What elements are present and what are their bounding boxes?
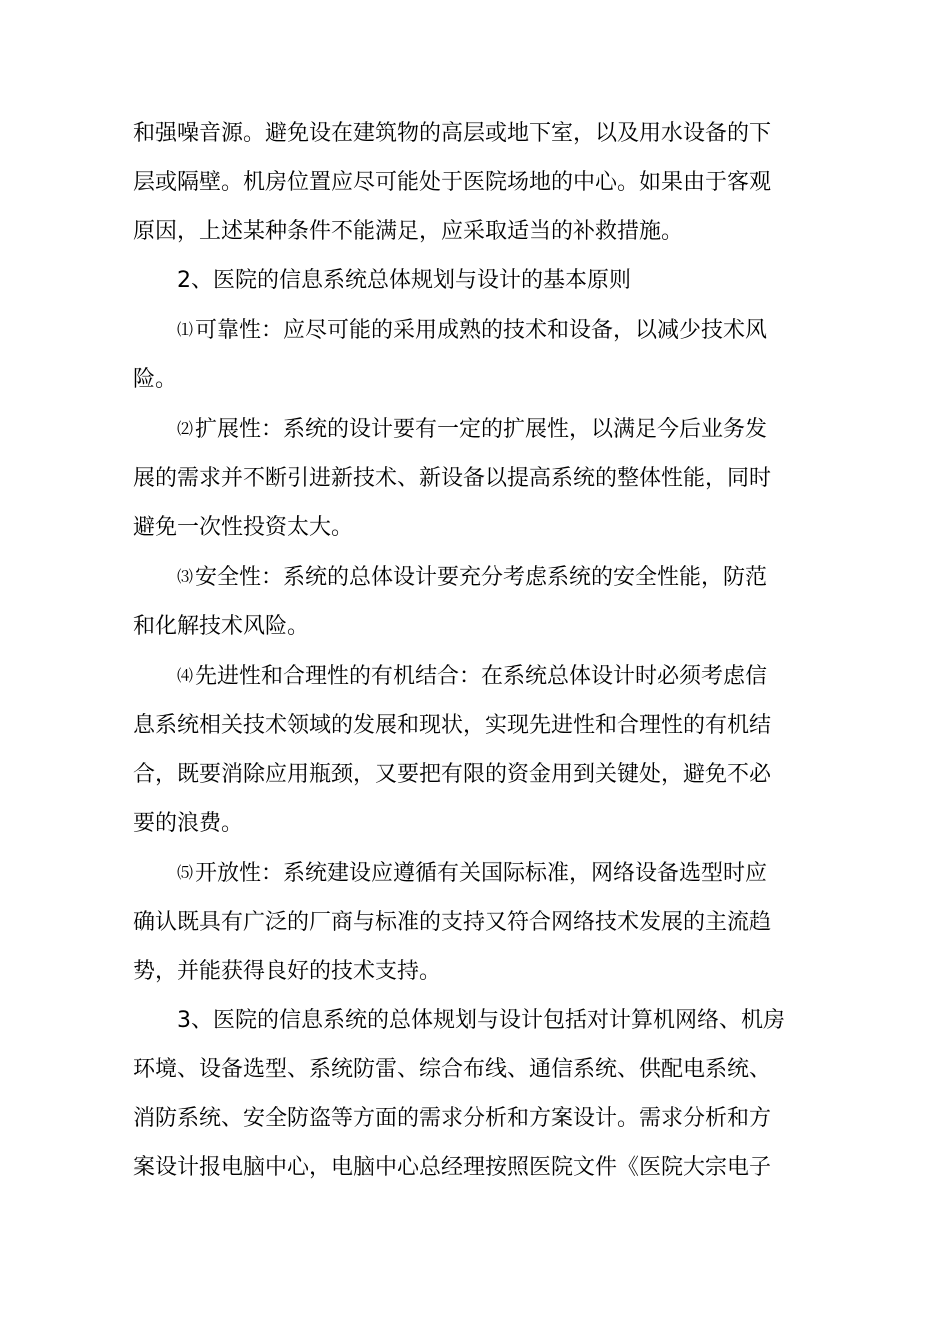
list-item-security	[133, 552, 833, 602]
text-line: 原因，上述某种条件不能满足，应采取适当的补救措施。	[133, 219, 684, 244]
text-line: 层或隔壁。机房位置应尽可能处于医院场地的中心。如果由于客观	[133, 170, 772, 195]
text-line: 环境、设备选型、系统防雷、综合布线、通信系统、供配电系统、	[133, 1057, 772, 1082]
item-marker: ⑷	[177, 666, 194, 685]
text-line: 和强噪音源。避免设在建筑物的高层或地下室，以及用水设备的下	[133, 121, 772, 146]
item-text: 可靠性：应尽可能的采用成熟的技术和设备，以减少技术风	[195, 318, 768, 343]
text-line: 要的浪费。	[133, 811, 244, 836]
item-text: 安全性：系统的总体设计要充分考虑系统的安全性能，防范	[195, 565, 768, 590]
text-line: 消防系统、安全防盗等方面的需求分析和方案设计。需求分析和方	[133, 1106, 772, 1131]
text-line: 案设计报电脑中心，电脑中心总经理按照医院文件《医院大宗电子	[133, 1155, 772, 1180]
item-marker: ⑸	[177, 863, 194, 882]
text-line: 势，并能获得良好的技术支持。	[133, 959, 442, 984]
text-line: 息系统相关技术领域的发展和现状，实现先进性和合理性的有机结	[133, 713, 772, 738]
text-line: 险。	[133, 367, 178, 392]
text-line: 合，既要消除应用瓶颈，又要把有限的资金用到关键处，避免不必	[133, 762, 772, 787]
item-marker: ⑴	[177, 320, 194, 339]
list-item-advanced	[133, 651, 833, 701]
text-line: 展的需求并不断引进新技术、新设备以提高系统的整体性能，同时	[133, 466, 772, 491]
text-line: 确认既具有广泛的厂商与标准的支持又符合网络技术发展的主流趋	[133, 910, 772, 935]
list-item-openness	[133, 848, 833, 898]
section-heading-2: 2、医院的信息系统总体规划与设计的基本原则	[177, 268, 631, 293]
item-marker: ⑶	[177, 567, 194, 586]
section-heading-3: 3、医院的信息系统的总体规划与设计包括对计算机网络、机房	[177, 1008, 785, 1033]
item-marker: ⑵	[177, 419, 194, 438]
item-text: 开放性：系统建设应遵循有关国际标准，网络设备选型时应	[195, 861, 768, 886]
text-line: 和化解技术风险。	[133, 614, 310, 639]
document-body	[133, 109, 833, 1192]
item-text: 先进性和合理性的有机结合：在系统总体设计时必须考虑信	[195, 664, 768, 689]
list-item-scalability	[133, 404, 833, 454]
text-line: 避免一次性投资太大。	[133, 515, 354, 540]
item-text: 扩展性：系统的设计要有一定的扩展性，以满足今后业务发	[195, 417, 768, 442]
list-item-reliability	[133, 305, 833, 355]
